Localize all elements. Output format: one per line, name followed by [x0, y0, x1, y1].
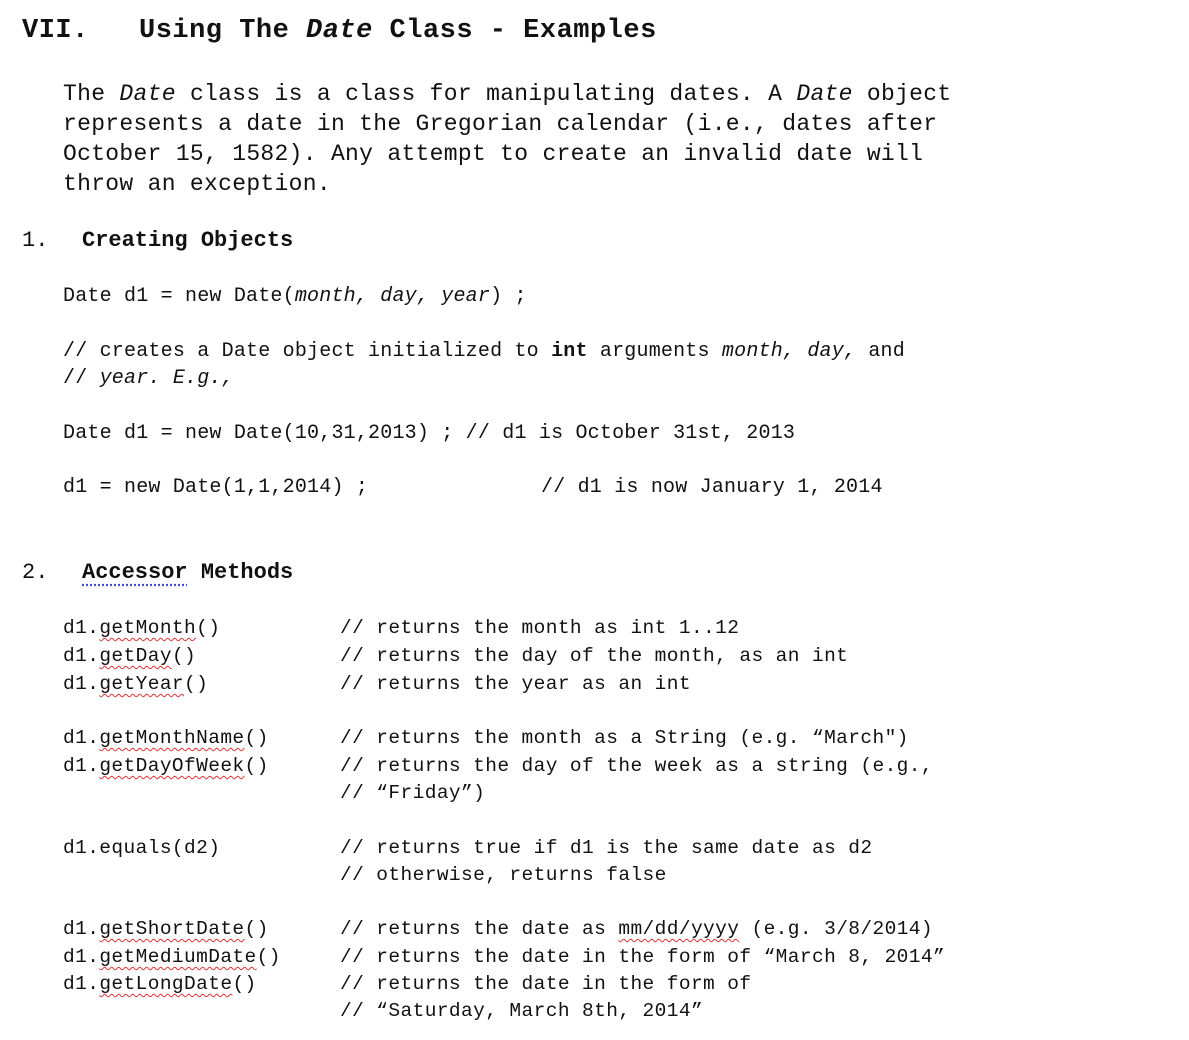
object-ref: d1.	[63, 727, 100, 749]
method-comment: // returns the day of the week as a string (e.g.,	[340, 755, 933, 777]
code-text: Date d1 = new Date(	[63, 285, 295, 308]
method-getDayOfWeek	[63, 755, 269, 777]
method-name: getMonthName	[99, 727, 245, 749]
comment-text: (e.g. 3/8/2014)	[739, 918, 934, 940]
intro-line-4: throw an exception.	[63, 171, 331, 197]
object-ref: d1.	[63, 973, 100, 995]
method-getMediumDate	[63, 946, 281, 968]
constructor-params: month, day, year	[294, 285, 491, 308]
code-text: ) ;	[490, 285, 527, 308]
method-comment	[340, 918, 933, 940]
comment-line-2	[63, 367, 234, 390]
method-comment: // returns the date in the form of	[340, 973, 752, 995]
heading-number: VII.	[22, 16, 89, 46]
section-2-title	[82, 560, 293, 585]
comment-line-1	[63, 340, 905, 363]
title-post: Class - Examples	[372, 16, 657, 46]
comment-keyword: int	[551, 340, 588, 363]
method-comment: // returns the month as int 1..12	[340, 617, 740, 639]
intro-line-3: October 15, 1582). Any attempt to create an invalid date will	[63, 141, 924, 167]
method-name: getDayOfWeek	[99, 755, 245, 777]
method-parens: ()	[244, 727, 269, 749]
method-comment: // returns the year as an int	[340, 673, 691, 695]
section-1-title: Creating Objects	[82, 228, 294, 253]
method-parens: ()	[171, 645, 197, 667]
comment-text: //	[63, 367, 100, 390]
method-name: getMonth	[99, 617, 197, 639]
method-parens: ()	[196, 617, 221, 639]
example-line-2-comment: // d1 is now January 1, 2014	[541, 476, 883, 499]
section-2-number: 2.	[22, 560, 49, 585]
method-getLongDate	[63, 973, 257, 995]
method-name: getLongDate	[99, 973, 233, 995]
object-ref: d1.	[63, 918, 100, 940]
comment-params: month, day,	[721, 340, 857, 363]
method-name: getYear	[99, 673, 185, 695]
intro-line-1	[63, 79, 951, 109]
method-parens: ()	[184, 673, 209, 695]
method-comment: // returns true if d1 is the same date as d2	[340, 837, 873, 859]
object-ref: d1.	[63, 946, 100, 968]
method-name: getShortDate	[99, 918, 245, 940]
method-comment-continued: // otherwise, returns false	[340, 864, 667, 886]
method-comment-continued: // “Friday”)	[340, 782, 486, 804]
constructor-signature	[63, 285, 527, 308]
object-ref: d1.	[63, 645, 100, 667]
intro-text: The	[63, 81, 120, 107]
method-getMonth	[63, 617, 220, 639]
title-pre: Using The	[139, 16, 307, 46]
comment-text: // creates a Date object initialized to	[63, 340, 552, 363]
method-comment: // returns the month as a String (e.g. “March")	[340, 727, 909, 749]
method-equals: d1.equals(d2)	[63, 837, 221, 859]
comment-text: and	[856, 340, 905, 363]
title-em: Date	[306, 16, 373, 46]
section-2-title-word: Methods	[187, 560, 294, 585]
method-name: getMediumDate	[99, 946, 257, 968]
comment-params: year. E.g.,	[99, 367, 234, 390]
method-parens: ()	[232, 973, 257, 995]
intro-class-name: Date	[119, 81, 176, 107]
intro-text: class is a class for manipulating dates. A	[175, 81, 797, 107]
object-ref: d1.	[63, 755, 100, 777]
method-comment-continued: // “Saturday, March 8th, 2014”	[340, 1000, 704, 1022]
object-ref: d1.	[63, 673, 100, 695]
method-getYear	[63, 673, 208, 695]
date-format: mm/dd/yyyy	[618, 918, 740, 940]
method-comment: // returns the date in the form of “March 8, 2014”	[340, 946, 946, 968]
section-1-number: 1.	[22, 228, 49, 253]
intro-class-name: Date	[796, 81, 853, 107]
section-2-title-word: Accessor	[82, 560, 188, 585]
example-line-1: Date d1 = new Date(10,31,2013) ; // d1 is October 31st, 2013	[63, 422, 796, 445]
method-getDay	[63, 645, 196, 667]
example-line-2-code: d1 = new Date(1,1,2014) ;	[63, 476, 369, 499]
object-ref: d1.	[63, 617, 100, 639]
comment-text: // returns the date as	[340, 918, 619, 940]
method-getMonthName	[63, 727, 269, 749]
method-parens: ()	[244, 755, 269, 777]
comment-text: arguments	[587, 340, 722, 363]
intro-line-2: represents a date in the Gregorian calendar (i.e., dates after	[63, 111, 938, 137]
intro-text: object	[852, 81, 952, 107]
method-parens: ()	[256, 946, 281, 968]
page-title	[139, 16, 657, 46]
method-name: getDay	[99, 645, 172, 667]
method-getShortDate	[63, 918, 269, 940]
method-comment: // returns the day of the month, as an int	[340, 645, 849, 667]
method-parens: ()	[244, 918, 269, 940]
